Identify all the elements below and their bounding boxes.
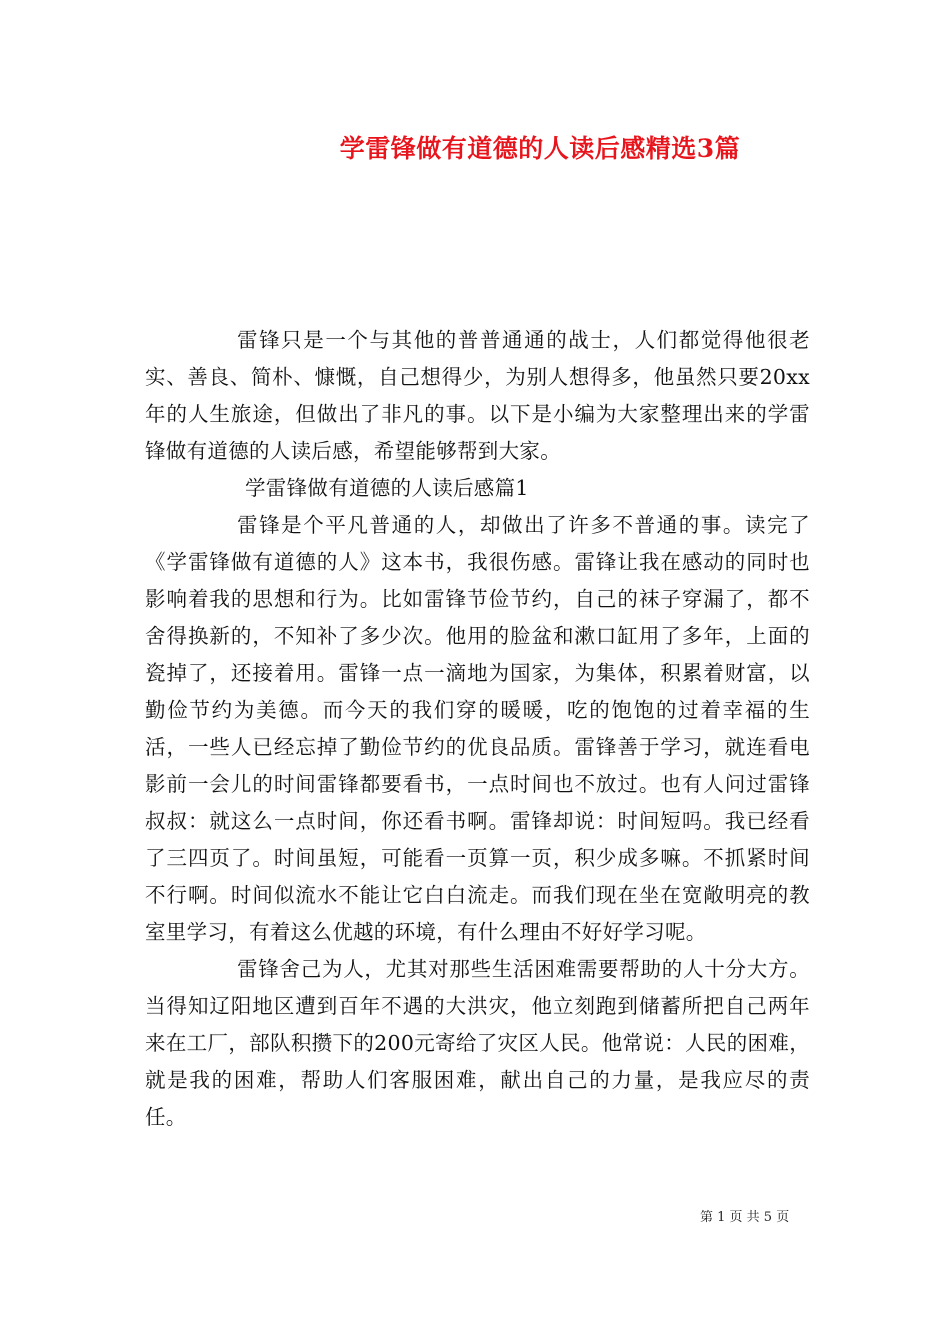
page-number-footer: 第 1 页 共 5 页 <box>700 1210 790 1225</box>
body-paragraph-1: 雷锋是个平凡普通的人，却做出了许多不普通的事。读完了《学雷锋做有道德的人》这本书，我很伤感。雷锋让我在感动的同时也影响着我的思想和行为。比如雷锋节俭节约，自己的袜子穿漏了，都不舍得换新的，不知补了多少次。他用的脸盆和漱口缸用了多年，上面的瓷掉了，还接着用。雷锋一点一滴地为国家，为集体，积累着财富，以勤俭节约为美德。而今天的我们穿的暖暖，吃的饱饱的过着幸福的生活，一些人已经忘掉了勤俭节约的优良品质。雷锋善于学习，就连看电影前一会儿的时间雷锋都要看书，一点时间也不放过。也有人问过雷锋叔叔：就这么一点时间，你还看书啊。雷锋却说：时间短吗。我已经看了三四页了。时间虽短，可能看一页算一页，积少成多嘛。不抓紧时间不行啊。时间似流水不能让它白白流走。而我们现在坐在宽敞明亮的教室里学习，有着这么优越的环境，有什么理由不好好学习呢。 <box>145 513 810 944</box>
intro-paragraph: 雷锋只是一个与其他的普普通通的战士，人们都觉得他很老实、善良、简朴、慷慨，自己想得少，为别人想得多，他虽然只要20xx年的人生旅途，但做出了非凡的事。以下是小编为大家整理出来的学雷锋做有道德的人读后感，希望能够帮到大家。 <box>145 328 810 463</box>
body-paragraph-2: 雷锋舍己为人，尤其对那些生活困难需要帮助的人十分大方。当得知辽阳地区遭到百年不遇的大洪灾，他立刻跑到储蓄所把自己两年来在工厂，部队积攒下的200元寄给了灾区人民。他常说：人民的困难，就是我的困难，帮助人们客服困难，献出自己的力量，是我应尽的责任。 <box>145 957 810 1129</box>
section-heading: 学雷锋做有道德的人读后感篇1 <box>245 476 529 500</box>
document-body <box>145 322 810 1136</box>
document-title: 学雷锋做有道德的人读后感精选3篇 <box>339 134 741 163</box>
